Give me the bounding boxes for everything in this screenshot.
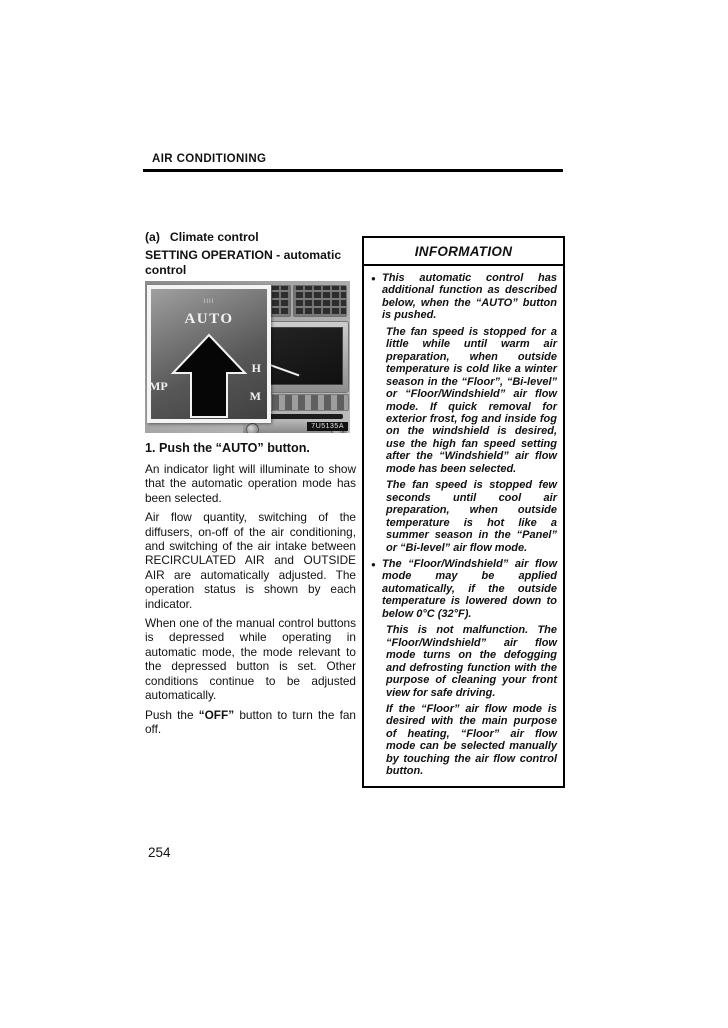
information-box-title: INFORMATION xyxy=(364,238,563,266)
push-off-prefix: Push the xyxy=(145,707,199,722)
inset-letter-h: H xyxy=(251,361,261,375)
info-bullet-item xyxy=(371,272,557,322)
up-arrow-icon xyxy=(165,333,253,419)
page-number: 254 xyxy=(148,845,171,860)
page-header: AIR CONDITIONING xyxy=(152,153,267,165)
subsection-title: Climate control xyxy=(169,230,259,244)
info-text: The “Floor/Windshield” air flow mode may be applied automatically, if the outside temperature is lowered down to below 0°C (32°F). xyxy=(382,557,557,620)
bullet-icon: ● xyxy=(371,559,376,569)
air-vent-right xyxy=(293,285,347,317)
left-column-headings xyxy=(145,230,358,277)
left-knob xyxy=(246,423,259,433)
inset-letter-m: M xyxy=(249,389,261,403)
info-sub-item: The fan speed is stopped for a little while until warm air preparation, when outside temperature is cold like a winter season in the “Floor”, “Bi-level” or “Floor/Windshield” air flow mode. If quick removal for exterior frost, fog and inside fog on the windshield is desired, use the high fan speed setting after the “Windshield” air flow mode has been selected. xyxy=(386,325,557,475)
push-off-suffix: button to turn the fan off. xyxy=(145,707,356,736)
figure-climate-control-photo xyxy=(145,281,350,433)
body-paragraph-push-off xyxy=(145,708,356,737)
body-paragraph: When one of the manual control buttons is depressed while operating in automatic mode, the mode relevant to the depressed button is set. Other conditions continue to be adjusted automatically. xyxy=(145,616,356,703)
body-paragraph: Air flow quantity, switching of the diffusers, on-off of the air conditioning, and switching of the air intake between RECIRCULATED AIR and OUTSIDE AIR are automatically adjusted. The operation status is shown by each indicator. xyxy=(145,510,356,611)
subsection-heading xyxy=(145,230,358,244)
subsection-label: (a) xyxy=(145,230,160,244)
off-button-label: “OFF” xyxy=(198,707,235,722)
info-bullet-item xyxy=(371,558,557,620)
auto-button-label: AUTO xyxy=(184,311,234,327)
info-text: This automatic control has additional function as described below, when the “AUTO” button is pushed. xyxy=(382,272,557,322)
left-column-body xyxy=(145,441,356,736)
auto-button-inset xyxy=(147,285,271,423)
step-heading: 1. Push the “AUTO” button. xyxy=(145,441,310,455)
figure-code: 7U5135A xyxy=(307,422,348,431)
information-box xyxy=(362,236,565,788)
information-box-content xyxy=(364,266,563,786)
info-sub-item: If the “Floor” air flow mode is desired with the main purpose of heating, “Floor” air flow mode can be selected manually by touching the air flow control button. xyxy=(386,702,557,778)
inset-letters-mp: MP xyxy=(149,379,168,393)
bullet-icon: ● xyxy=(371,274,376,283)
info-sub-item: The fan speed is stopped few seconds until cool air preparation, when outside temperature is hot like a summer season in the “Panel” or “Bi-level” air flow mode. xyxy=(386,479,557,554)
info-sub-item: This is not malfunction. The “Floor/Windshield” air flow mode turns on the defogging and defrosting function with the purpose of cleaning your front view for safe driving. xyxy=(386,624,557,699)
section-heading: SETTING OPERATION - automatic control xyxy=(145,248,342,277)
header-rule xyxy=(143,169,563,172)
body-paragraph: An indicator light will illuminate to show that the automatic operation mode has been selected. xyxy=(145,462,356,505)
inset-top-marks: IIII xyxy=(203,299,215,305)
